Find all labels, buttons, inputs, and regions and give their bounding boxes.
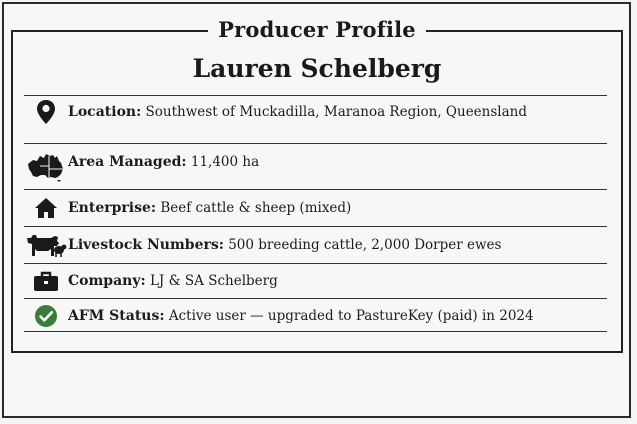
field-value: Active user — upgraded to PastureKey (paid) in 2024	[168, 307, 534, 324]
field-label: Company:	[68, 273, 146, 289]
field-row-livestock	[24, 226, 607, 263]
bottom-divider	[24, 331, 607, 332]
check-circle-icon	[24, 304, 68, 328]
australia-map-icon	[24, 151, 68, 183]
producer-name: Lauren Schelberg	[192, 54, 442, 83]
field-label: Enterprise:	[68, 200, 157, 216]
field-value: Southwest of Muckadilla, Maranoa Region, Queensland	[145, 104, 527, 120]
field-row-area	[24, 143, 607, 189]
field-value: 11,400 ha	[190, 153, 260, 170]
field-value: LJ & SA Schelberg	[149, 273, 278, 289]
field-value: 500 breeding cattle, 2,000 Dorper ewes	[228, 237, 502, 253]
field-value: Beef cattle & sheep (mixed)	[160, 200, 352, 216]
cattle-sheep-icon	[24, 232, 68, 258]
field-label: Livestock Numbers:	[68, 237, 224, 253]
house-icon	[24, 197, 68, 219]
field-row-afm-status	[24, 298, 607, 332]
location-pin-icon	[24, 99, 68, 125]
field-label: Area Managed:	[68, 153, 187, 170]
field-row-location	[24, 95, 607, 128]
briefcase-icon	[24, 270, 68, 292]
field-row-company	[24, 263, 607, 298]
field-label: AFM Status:	[68, 307, 165, 324]
field-label: Location:	[68, 104, 142, 120]
field-row-enterprise	[24, 189, 607, 226]
card-title: Producer Profile	[208, 16, 426, 44]
